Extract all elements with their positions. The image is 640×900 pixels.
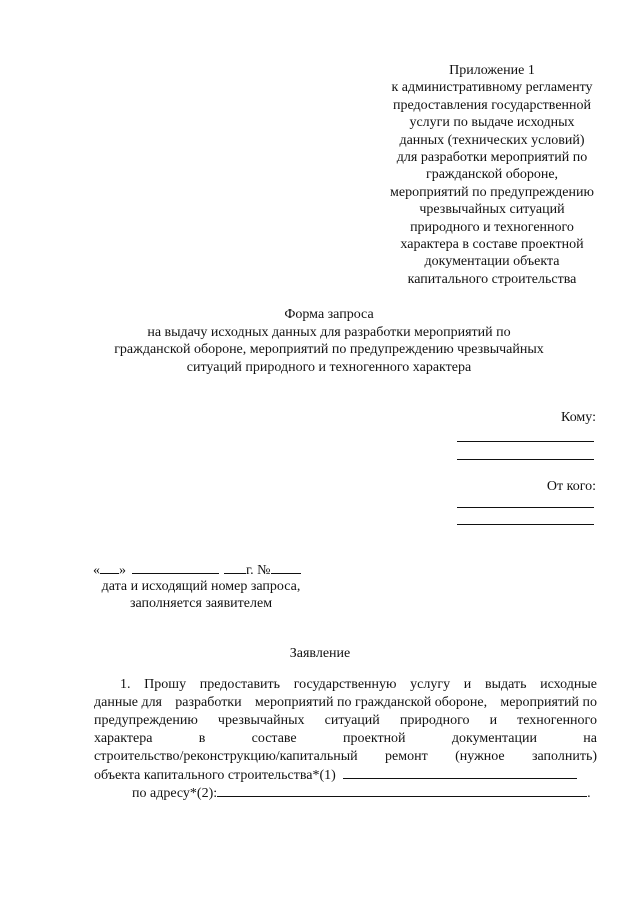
form-title-line: гражданской обороне, мероприятий по предупреждению чрезвычайных: [114, 342, 544, 357]
appendix-line: мероприятий по предупреждению: [390, 184, 594, 200]
request-number-field[interactable]: [271, 561, 301, 574]
word: государственную: [293, 677, 397, 692]
day-field[interactable]: [100, 561, 119, 574]
statement-line: [120, 676, 597, 693]
appendix-line: для разработки мероприятий по: [396, 150, 588, 166]
word: заполнить): [531, 749, 597, 764]
word: природного: [399, 713, 470, 728]
form-title-line: на выдачу исходных данных для разработки мероприятий по: [147, 324, 511, 340]
to-field-line[interactable]: [457, 441, 594, 442]
word: техногенного: [517, 713, 597, 728]
statement-title: Заявление: [289, 646, 351, 661]
word: составе: [251, 731, 297, 746]
word: данные для: [94, 695, 162, 710]
word: мероприятий по: [500, 695, 597, 710]
word: ремонт: [385, 749, 428, 764]
word: предупреждению: [94, 713, 198, 728]
month-field[interactable]: [132, 561, 219, 574]
from-label: От кого:: [546, 479, 596, 494]
word: строительство/реконструкцию/капитальный: [94, 749, 358, 764]
word: Прошу: [144, 677, 187, 692]
from-field-line[interactable]: [457, 507, 594, 508]
word: 1.: [120, 677, 131, 692]
address-end: .: [587, 786, 591, 801]
appendix-line: характера в составе проектной: [400, 237, 584, 253]
object-line: [94, 766, 597, 783]
word: на: [583, 731, 597, 746]
object-name-field[interactable]: [343, 766, 577, 779]
word: предоставить: [199, 677, 281, 692]
address-line: [132, 784, 597, 801]
appendix-line: данных (технических условий): [399, 132, 585, 148]
quote-open: «: [93, 563, 100, 578]
appendix-line: Приложение 1: [449, 63, 535, 78]
appendix-header: [372, 62, 612, 288]
appendix-line: природного и техногенного: [410, 219, 574, 235]
year-suffix: г. №: [246, 563, 271, 578]
appendix-line: чрезвычайных ситуаций: [419, 202, 565, 218]
object-label: объекта капитального строительства*(1): [94, 768, 336, 783]
appendix-line: документации объекта: [424, 254, 560, 270]
statement-line: [94, 730, 597, 747]
appendix-line: капитального строительства: [407, 271, 577, 287]
word: документации: [451, 731, 537, 746]
address-field[interactable]: [217, 784, 587, 797]
word: мероприятий по гражданской обороне,: [254, 695, 488, 710]
appendix-line: к административному регламенту: [391, 80, 593, 96]
request-caption: дата и исходящий номер запроса,: [101, 579, 301, 594]
request-date-number: [93, 561, 301, 579]
statement-line: [94, 694, 597, 711]
word: и: [463, 677, 472, 692]
form-title-line: Форма запроса: [284, 307, 374, 322]
word: характера: [94, 731, 153, 746]
form-title-line: ситуаций природного и техногенного характера: [186, 359, 472, 375]
to-label: Кому:: [561, 410, 596, 425]
word: чрезвычайных: [217, 713, 305, 728]
word: (нужное: [455, 749, 505, 764]
word: услугу: [410, 677, 451, 692]
word: разработки: [175, 695, 242, 710]
statement-line: [94, 748, 597, 765]
word: и: [489, 713, 498, 728]
word: в: [198, 731, 206, 746]
word: исходные: [540, 677, 597, 692]
statement-line: [94, 712, 597, 729]
appendix-line: предоставления государственной: [392, 97, 592, 113]
from-field-line[interactable]: [457, 524, 594, 525]
word: ситуаций: [324, 713, 380, 728]
word: выдать: [484, 677, 527, 692]
quote-close: »: [119, 563, 126, 578]
year-field[interactable]: [224, 561, 246, 574]
to-field-line[interactable]: [457, 459, 594, 460]
address-label: по адресу*(2):: [132, 786, 218, 801]
request-caption: заполняется заявителем: [129, 596, 273, 611]
appendix-line: услуги по выдаче исходных: [409, 115, 575, 131]
word: проектной: [342, 731, 406, 746]
form-title: [100, 306, 558, 376]
appendix-line: гражданской обороне,: [425, 167, 559, 183]
